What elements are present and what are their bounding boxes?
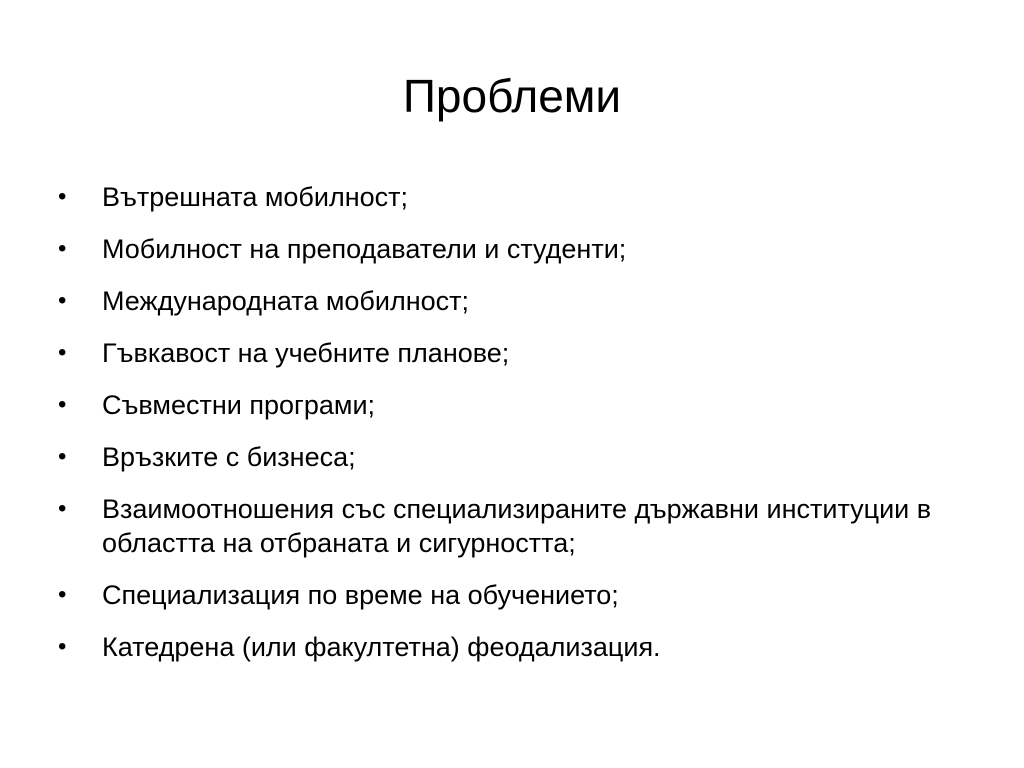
- list-item: [58, 284, 1008, 318]
- list-item-text: Гъвкавост на учебните планове;: [102, 338, 510, 368]
- bullet-icon: •: [58, 183, 67, 210]
- bullet-icon: •: [58, 235, 67, 262]
- list-item-text: Взаимоотношения със специализираните държавни институции в областта на отбраната и сигурността;: [102, 494, 932, 558]
- list-item: [58, 336, 1008, 370]
- bullet-icon: •: [58, 391, 67, 418]
- bullet-icon: •: [58, 287, 67, 314]
- bullet-icon: •: [58, 633, 67, 660]
- list-item: [58, 232, 1008, 266]
- list-item-text: Катедрена (или факултетна) феодализация.: [102, 632, 661, 662]
- list-item-text: Връзките с бизнеса;: [102, 442, 356, 472]
- list-item-text: Международната мобилност;: [102, 286, 470, 316]
- bullet-list: [58, 180, 1008, 682]
- bullet-icon: •: [58, 495, 67, 522]
- list-item: [58, 630, 1008, 664]
- list-item: [58, 440, 1008, 474]
- bullet-icon: •: [58, 443, 67, 470]
- list-item: [58, 578, 1008, 612]
- list-item: [58, 492, 1008, 560]
- bullet-icon: •: [58, 581, 67, 608]
- list-item-text: Вътрешната мобилност;: [102, 182, 409, 212]
- slide-title: Проблеми: [402, 70, 622, 122]
- list-item-text: Специализация по време на обучението;: [102, 580, 619, 610]
- list-item: [58, 388, 1008, 422]
- bullet-icon: •: [58, 339, 67, 366]
- list-item-text: Мобилност на преподаватели и студенти;: [102, 234, 627, 264]
- list-item: [58, 180, 1008, 214]
- list-item-text: Съвместни програми;: [102, 390, 376, 420]
